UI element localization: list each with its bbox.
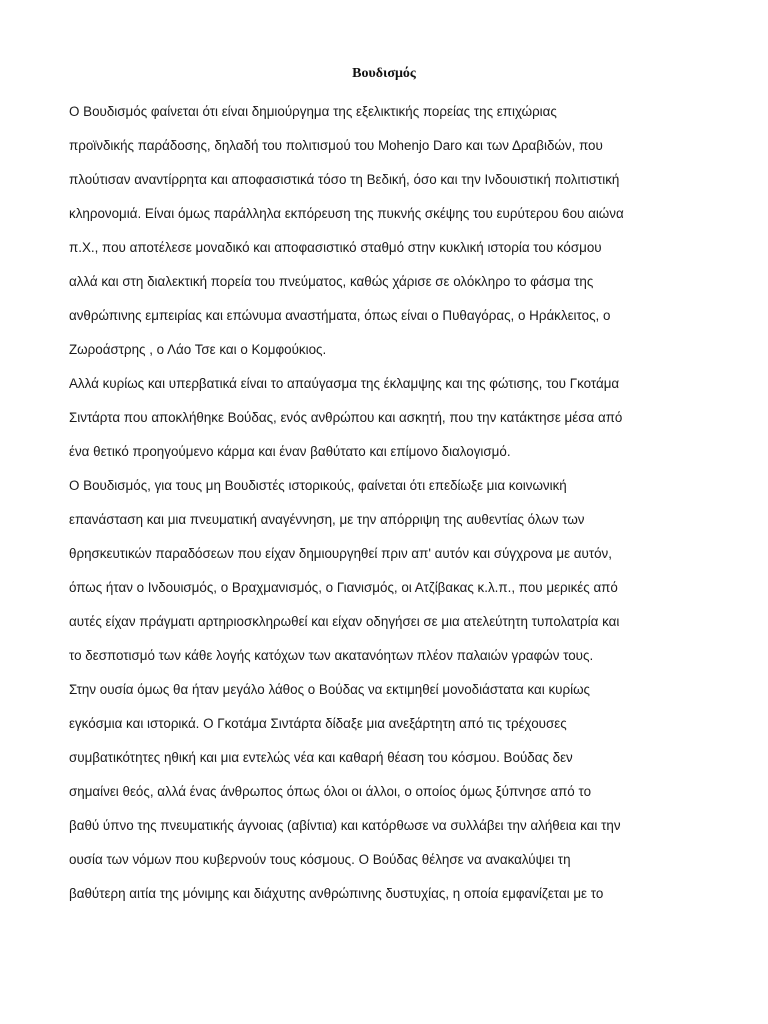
text-line: ουσία των νόμων που κυβερνούν τους κόσμους. Ο Βούδας θέλησε να ανακαλύψει τη: [69, 852, 571, 867]
text-line: το δεσποτισμό των κάθε λογής κατόχων των ακατανόητων πλέον παλαιών γραφών τους.: [69, 648, 594, 663]
text-line: εγκόσμια και ιστορικά. Ο Γκοτάμα Σιντάρτα δίδαξε μια ανεξάρτητη από τις τρέχουσες: [69, 716, 567, 731]
text-line: βαθύτερη αιτία της μόνιμης και διάχυτης ανθρώπινης δυστυχίας, η οποία εμφανίζεται με το: [69, 886, 604, 901]
text-line: κληρονομιά. Είναι όμως παράλληλα εκπόρευση της πυκνής σκέψης του ευρύτερου 6ου αιώνα: [69, 206, 624, 221]
text-line: ανθρώπινης εμπειρίας και επώνυμα αναστήματα, όπως είναι ο Πυθαγόρας, ο Ηράκλειτος, ο: [69, 308, 611, 323]
text-line: συμβατικότητες ηθική και μια εντελώς νέα και καθαρή θέαση του κόσμου. Βούδας δεν: [69, 750, 573, 765]
text-line: αυτές είχαν πράγματι αρτηριοσκληρωθεί και είχαν οδηγήσει σε μια ατελεύτητη τυπολατρία και: [69, 614, 620, 629]
text-line: θρησκευτικών παραδόσεων που είχαν δημιουργηθεί πριν απ' αυτόν και σύγχρονα με αυτόν,: [69, 546, 612, 561]
document-title: Βουδισμός: [352, 66, 416, 81]
text-line: επανάσταση και μια πνευματική αναγέννηση, με την απόρριψη της αυθεντίας όλων των: [69, 512, 585, 527]
text-line: Ο Βουδισμός φαίνεται ότι είναι δημιούργημα της εξελικτικής πορείας της επιχώριας: [69, 104, 557, 119]
text-line: Αλλά κυρίως και υπερβατικά είναι το απαύγασμα της έκλαμψης και της φώτισης, του Γκοτάμα: [69, 376, 620, 391]
text-line: Σιντάρτα που αποκλήθηκε Βούδας, ενός ανθρώπου και ασκητή, που την κατάκτησε μέσα από: [69, 410, 623, 425]
text-line: όπως ήταν ο Ινδουισμός, ο Βραχμανισμός, ο Γιανισμός, οι Ατζίβακας κ.λ.π., που μερικές από: [69, 580, 618, 595]
text-line: Ο Βουδισμός, για τους μη Βουδιστές ιστορικούς, φαίνεται ότι επεδίωξε μια κοινωνική: [69, 478, 567, 493]
text-line: Στην ουσία όμως θα ήταν μεγάλο λάθος ο Βούδας να εκτιμηθεί μονοδιάστατα και κυρίως: [69, 682, 590, 697]
text-line: ένα θετικό προηγούμενο κάρμα και έναν βαθύτατο και επίμονο διαλογισμό.: [69, 444, 511, 459]
text-line: Ζωροάστρης , ο Λάο Τσε και ο Κομφούκιος.: [69, 342, 327, 357]
text-line: π.Χ., που αποτέλεσε μοναδικό και αποφασιστικό σταθμό στην κυκλική ιστορία του κόσμου: [69, 240, 602, 255]
text-line: σημαίνει θεός, αλλά ένας άνθρωπος όπως όλοι οι άλλοι, ο οποίος όμως ξύπνησε από το: [69, 784, 592, 799]
text-line: βαθύ ύπνο της πνευματικής άγνοιας (αβίντια) και κατόρθωσε να συλλάβει την αλήθεια και την: [69, 818, 621, 833]
text-line: προϊνδικής παράδοσης, δηλαδή του πολιτισμού του Mohenjo Daro και των Δραβιδών, που: [69, 138, 603, 153]
text-line: πλούτισαν αναντίρρητα και αποφασιστικά τόσο τη Βεδική, όσο και την Ινδουιστική πολιτιστική: [69, 172, 620, 187]
text-line: αλλά και στη διαλεκτική πορεία του πνεύματος, καθώς χάρισε σε ολόκληρο το φάσμα της: [69, 274, 594, 289]
